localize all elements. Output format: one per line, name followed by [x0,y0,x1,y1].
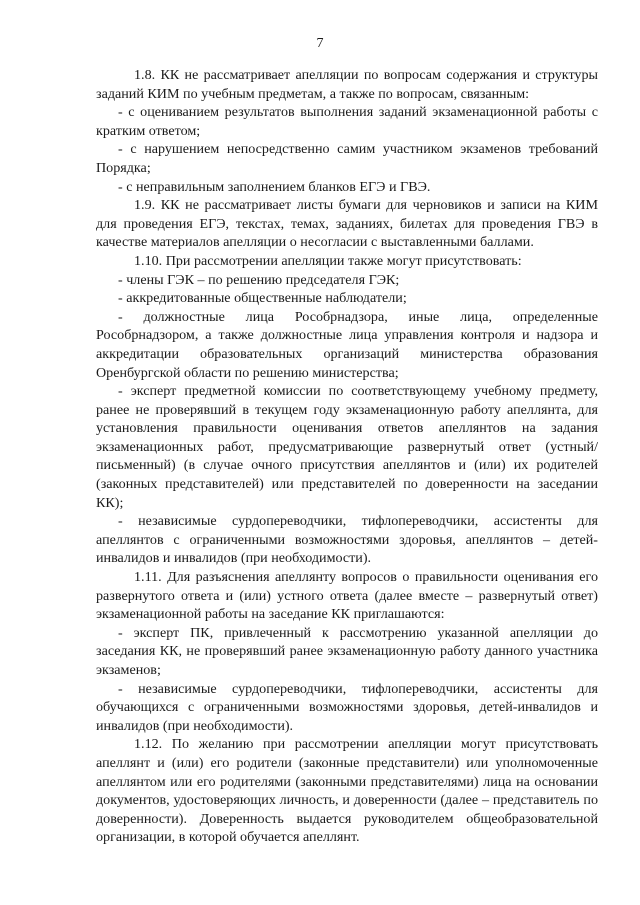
list-item: - с неправильным заполнением бланков ЕГЭ и ГВЭ. [118,178,431,195]
list-item: - с оцениванием результатов выполнения заданий экзаменационной работы с кратким ответом; [96,104,598,139]
paragraph-1-8: 1.8. КК не рассматривает апелляции по вопросам содержания и структуры заданий КИМ по учебным предметам, а также по вопросам, связанным: [96,67,598,102]
paragraph-1-9: 1.9. КК не рассматривает листы бумаги для черновиков и записи на КИМ для проведения ЕГЭ, текстах, темах, заданиях, билетах для проведения ГВЭ в качестве материалов апелляции о несогласии с выставленными баллами. [96,197,598,251]
page-number: 7 [316,36,324,51]
list-item: - независимые сурдопереводчики, тифлопереводчики, ассистенты для апеллянтов с ограниченными возможностями здоровья, апеллянтов – детей-инвалидов и инвалидов (при необходимости). [96,513,598,567]
paragraph-1-12: 1.12. По желанию при рассмотрении апелляции могут присутствовать апеллянт и (или) его родители (законные представители) или уполномоченные апеллянтом или его родителями (законными представителями) лица на основании документов, удостоверяющих личность, и доверенности (далее – представитель по доверенности). Доверенность выдается руководителем общеобразовательной организации, в которой обучается апеллянт. [96,736,598,846]
list-item: - аккредитованные общественные наблюдатели; [118,290,407,307]
list-item: - члены ГЭК – по решению председателя ГЭК; [118,271,400,288]
document-body [96,66,598,847]
paragraph-1-11: 1.11. Для разъяснения апеллянту вопросов о правильности оценивания его развернутого ответа и (или) устного ответа (далее вместе – развернутый ответ) экзаменационной работы на заседание КК приглашаются: [96,569,598,623]
list-item: - эксперт предметной комиссии по соответствующему учебному предмету, ранее не проверявший в текущем году экзаменационную работу апеллянта, для установления правильности оценивания ответов апеллянтов на задания экзаменационных работ, предусматривающие развернутый ответ (устный/письменный) (в случае очного присутствия апеллянтов и (или) их родителей (законных представителей) или представителей по доверенности на заседании КК); [96,383,598,511]
paragraph-1-10: 1.10. При рассмотрении апелляции также могут присутствовать: [134,252,522,269]
list-item: - эксперт ПК, привлеченный к рассмотрению указанной апелляции до заседания КК, не проверявший ранее экзаменационную работу данного участника экзаменов; [96,624,598,678]
list-item: - с нарушением непосредственно самим участником экзаменов требований Порядка; [96,141,598,176]
list-item: - независимые сурдопереводчики, тифлопереводчики, ассистенты для обучающихся с ограниченными возможностями здоровья, детей-инвалидов и инвалидов (при необходимости). [96,680,598,734]
list-item: - должностные лица Рособрнадзора, иные лица, определенные Рособрнадзором, а также должностные лица управления контроля и надзора и аккредитации образовательных организаций министерства образования Оренбургской области по решению министерства; [96,308,598,381]
